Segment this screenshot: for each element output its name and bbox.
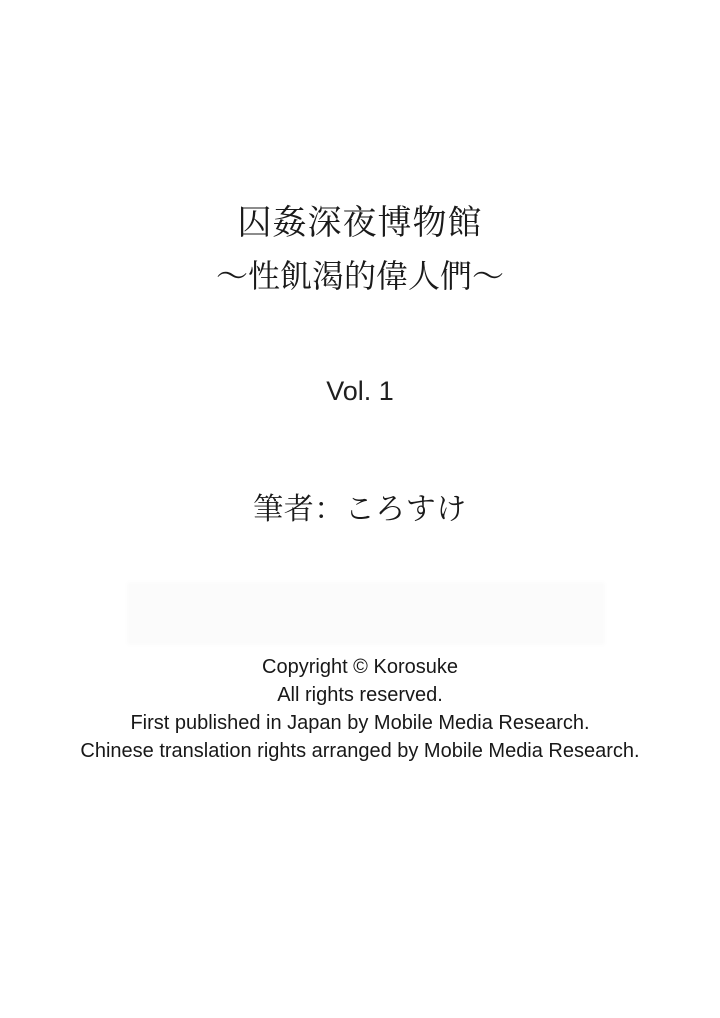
copyright-line: First published in Japan by Mobile Media Research.: [130, 712, 590, 734]
copyright-line: Copyright © Korosuke: [262, 656, 458, 678]
copyright-block: [0, 653, 720, 765]
book-title-line2: ～性飢渴的偉人們～: [215, 258, 504, 294]
book-title: [0, 203, 720, 295]
copyright-line: Chinese translation rights arranged by Mobile Media Research.: [80, 740, 640, 762]
faded-watermark-block: [129, 584, 603, 643]
book-title-line1: 囚姦深夜博物館: [237, 204, 483, 242]
author-line: 筆者：ころすけ: [253, 493, 467, 526]
copyright-line: All rights reserved.: [277, 684, 443, 706]
volume-label: Vol. 1: [326, 376, 394, 406]
